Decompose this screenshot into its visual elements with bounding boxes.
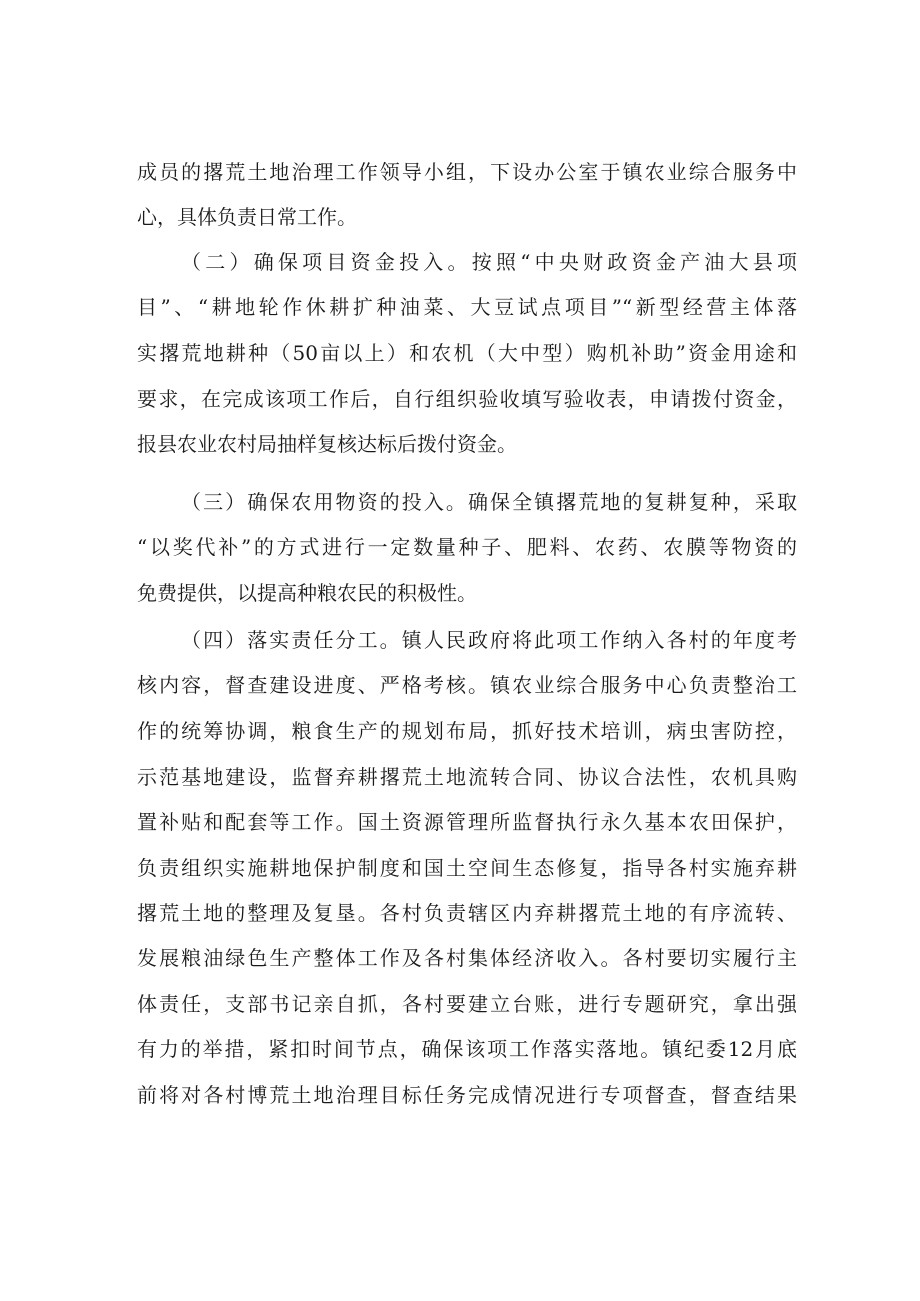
text-line: 实撂荒地耕种（50亩以上）和农机（大中型）购机补助”资金用途和 xyxy=(137,341,797,365)
text-line: 撂荒土地的整理及复垦。各村负责辖区内弃耕撂荒土地的有序流转、 xyxy=(137,901,797,925)
text-line: “以奖代补”的方式进行一定数量种子、肥料、农药、农膜等物资的 xyxy=(137,535,797,559)
text-line: 核内容，督查建设进度、严格考核。镇农业综合服务中心负责整治工 xyxy=(137,673,797,697)
text-line: 要求，在完成该项工作后，自行组织验收填写验收表，申请拨付资金， xyxy=(137,387,797,411)
text-line: 有力的举措，紧扣时间节点，确保该项工作落实落地。镇纪委12月底 xyxy=(137,1037,797,1061)
text-line: （四）落实责任分工。镇人民政府将此项工作纳入各村的年度考 xyxy=(181,628,797,652)
text-line: 成员的撂荒土地治理工作领导小组，下设办公室于镇农业综合服务中 xyxy=(137,160,797,184)
text-line: （二）确保项目资金投入。按照“中央财政资金产油大县项 xyxy=(181,250,797,274)
text-line: 发展粮油绿色生产整体工作及各村集体经济收入。各村要切实履行主 xyxy=(137,946,797,970)
text-line: 示范基地建设，监督弃耕撂荒土地流转合同、协议合法性，农机具购 xyxy=(137,765,797,789)
text-line: 置补贴和配套等工作。国土资源管理所监督执行永久基本农田保护， xyxy=(137,810,797,834)
text-line: （三）确保农用物资的投入。确保全镇撂荒地的复耕复种，采取 xyxy=(181,490,797,514)
text-line: 免费提供，以提高种粮农民的积极性。 xyxy=(137,581,477,605)
text-line: 体责任，支部书记亲自抓，各村要建立台账，进行专题研究，拿出强 xyxy=(137,992,797,1016)
text-line: 前将对各村博荒土地治理目标任务完成情况进行专项督查，督查结果 xyxy=(137,1083,797,1107)
text-line: 报县农业农村局抽样复核达标后拨付资金。 xyxy=(137,432,517,456)
text-line: 负责组织实施耕地保护制度和国土空间生态修复，指导各村实施弃耕 xyxy=(137,856,797,880)
text-line: 心，具体负责日常工作。 xyxy=(137,205,357,229)
text-line: 目”、“耕地轮作休耕扩种油菜、大豆试点项目”“新型经营主体落 xyxy=(137,295,797,319)
text-line: 作的统筹协调，粮食生产的规划布局，抓好技术培训，病虫害防控， xyxy=(137,719,797,743)
